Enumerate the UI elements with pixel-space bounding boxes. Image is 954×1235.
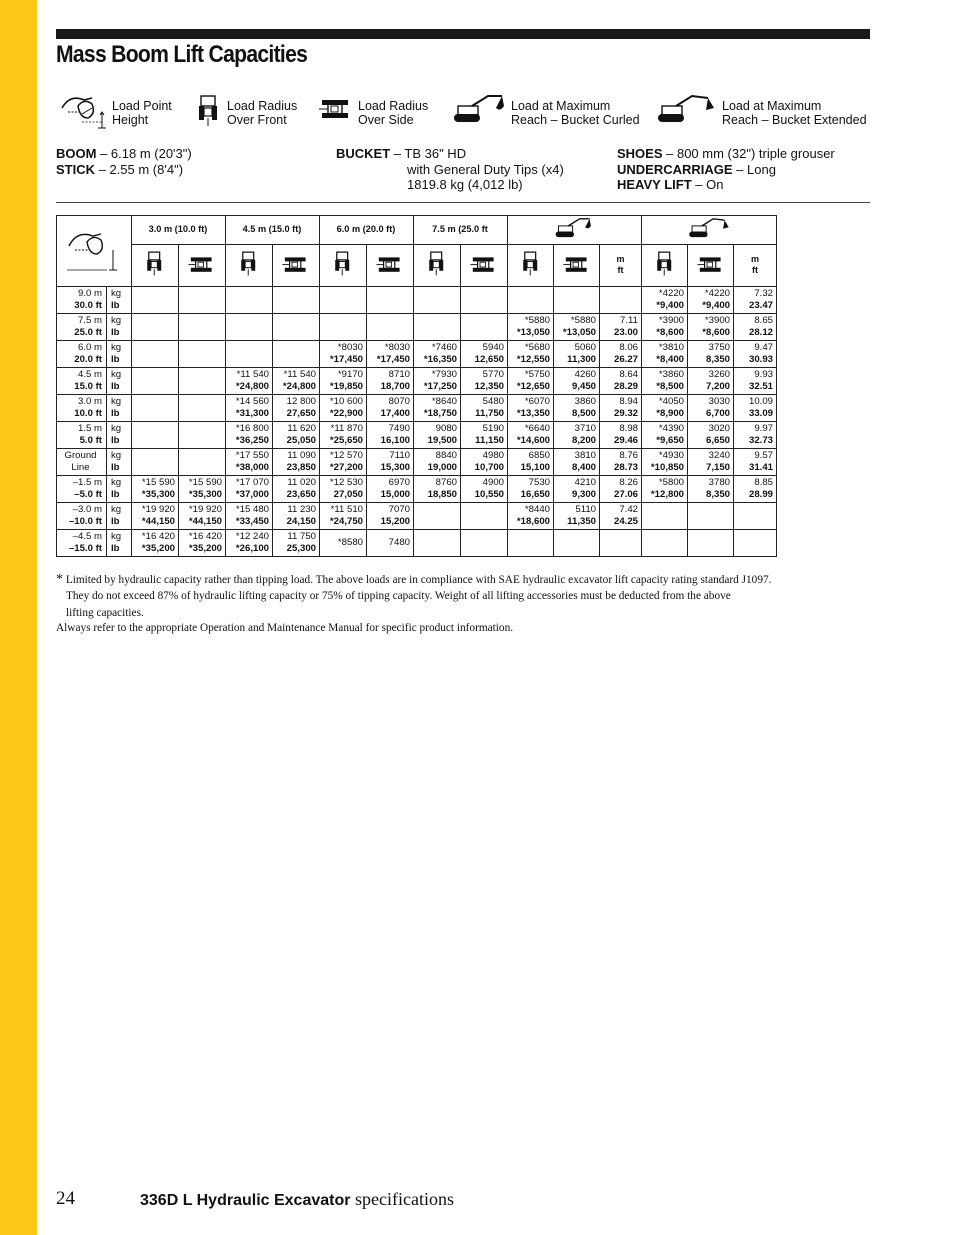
capacity-cell xyxy=(132,394,179,421)
max-reach-extended-header xyxy=(642,216,777,245)
capacity-cell: *15 590 *35,300 xyxy=(132,475,179,502)
capacity-cell: 7.42 24.25 xyxy=(600,502,642,529)
capacity-cell: 12 800 27,650 xyxy=(273,394,320,421)
capacity-cell xyxy=(273,286,320,313)
capacity-cell: 3860 8,500 xyxy=(554,394,600,421)
capacity-cell: *4390 *9,650 xyxy=(642,421,688,448)
capacity-cell: 11 020 23,650 xyxy=(273,475,320,502)
capacity-cell: *6640 *14,600 xyxy=(508,421,554,448)
capacity-cell: *5880 *13,050 xyxy=(508,313,554,340)
capacity-cell: 3710 8,200 xyxy=(554,421,600,448)
capacity-cell xyxy=(642,529,688,556)
row-unit-label: kg lb xyxy=(107,367,132,394)
capacity-cell: 3240 7,150 xyxy=(688,448,734,475)
capacity-cell: 5480 11,750 xyxy=(461,394,508,421)
capacity-cell xyxy=(179,448,226,475)
capacity-cell: 3810 8,400 xyxy=(554,448,600,475)
spec-boom-stick: BOOM – 6.18 m (20'3") STICK – 2.55 m (8'4") xyxy=(56,146,192,177)
capacity-cell: *15 480 *33,450 xyxy=(226,502,273,529)
capacity-cell xyxy=(179,394,226,421)
table-row xyxy=(57,448,777,475)
row-unit-label: kg lb xyxy=(107,502,132,529)
capacity-cell xyxy=(600,286,642,313)
capacity-cell xyxy=(461,502,508,529)
capacity-cell xyxy=(600,529,642,556)
capacity-cell: *3900 *8,600 xyxy=(688,313,734,340)
capacity-cell xyxy=(132,340,179,367)
legend-load-radius-side: Load Radius Over Side xyxy=(318,92,428,132)
table-row xyxy=(57,367,777,394)
legend-bucket-curled: Load at Maximum Reach – Bucket Curled xyxy=(452,92,640,132)
row-unit-label: kg lb xyxy=(107,286,132,313)
table-row xyxy=(57,286,777,313)
capacity-cell: 8.26 27.06 xyxy=(600,475,642,502)
capacity-cell: *6070 *13,350 xyxy=(508,394,554,421)
load-radius-front-icon xyxy=(642,244,688,286)
row-height-label: 6.0 m 20.0 ft xyxy=(57,340,107,367)
capacity-cell: 7490 16,100 xyxy=(367,421,414,448)
capacity-cell: *11 870 *25,650 xyxy=(320,421,367,448)
capacity-cell xyxy=(688,502,734,529)
legend-bucket-extended: Load at Maximum Reach – Bucket Extended xyxy=(656,92,867,132)
capacity-cell xyxy=(179,367,226,394)
bucket-curled-icon xyxy=(549,216,599,240)
capacity-cell: 3260 7,200 xyxy=(688,367,734,394)
max-reach-curled-header xyxy=(508,216,642,245)
capacity-cell: *3860 *8,500 xyxy=(642,367,688,394)
capacity-cell: *9170 *19,850 xyxy=(320,367,367,394)
capacity-cell: 8840 19,000 xyxy=(414,448,461,475)
legend-load-radius-front: Load Radius Over Front xyxy=(195,92,297,132)
row-unit-label: kg lb xyxy=(107,448,132,475)
capacity-cell: 8710 18,700 xyxy=(367,367,414,394)
capacity-cell xyxy=(226,313,273,340)
capacity-cell: *16 420 *35,200 xyxy=(132,529,179,556)
capacity-cell xyxy=(179,286,226,313)
capacity-cell xyxy=(179,313,226,340)
capacity-cell xyxy=(554,286,600,313)
bucket-extended-icon xyxy=(684,216,734,240)
capacity-cell: 5060 11,300 xyxy=(554,340,600,367)
capacity-cell: 8.94 29.32 xyxy=(600,394,642,421)
capacity-cell: *8440 *18,600 xyxy=(508,502,554,529)
capacity-cell: *11 510 *24,750 xyxy=(320,502,367,529)
load-radius-front-icon xyxy=(226,244,273,286)
load-radius-side-icon xyxy=(554,244,600,286)
capacity-cell: 8.85 28.99 xyxy=(734,475,777,502)
capacity-cell xyxy=(367,313,414,340)
load-radius-front-icon xyxy=(508,244,554,286)
load-radius-side-icon xyxy=(367,244,414,286)
row-unit-label: kg lb xyxy=(107,475,132,502)
capacity-cell xyxy=(461,313,508,340)
capacity-cell xyxy=(688,529,734,556)
capacity-cell: *12 570 *27,200 xyxy=(320,448,367,475)
table-row xyxy=(57,475,777,502)
row-unit-label: kg lb xyxy=(107,529,132,556)
capacity-cell xyxy=(414,502,461,529)
capacity-cell xyxy=(132,367,179,394)
table-row xyxy=(57,421,777,448)
capacity-cell: *11 540 *24,800 xyxy=(273,367,320,394)
capacity-cell: *8580 xyxy=(320,529,367,556)
capacity-cell xyxy=(226,340,273,367)
row-height-label: –4.5 m –15.0 ft xyxy=(57,529,107,556)
load-radius-front-icon xyxy=(132,244,179,286)
row-height-label: 7.5 m 25.0 ft xyxy=(57,313,107,340)
capacity-cell xyxy=(414,529,461,556)
capacity-cell: 4210 9,300 xyxy=(554,475,600,502)
capacity-cell: *19 920 *44,150 xyxy=(132,502,179,529)
row-height-label: 3.0 m 10.0 ft xyxy=(57,394,107,421)
capacity-cell: *5750 *12,650 xyxy=(508,367,554,394)
row-height-label: 1.5 m 5.0 ft xyxy=(57,421,107,448)
capacity-cell: 5940 12,650 xyxy=(461,340,508,367)
footnote-hydraulic: * Limited by hydraulic capacity rather than tipping load. The above loads are in compliance with SAE hydraulic excavator lift capacity rating standard J1097. They do not exceed 87% of hydraulic lifting capacity or 75% of tipping capacity. Weight of all lifting accessories must be deducted from the above lifting capacities. xyxy=(56,572,772,619)
spec-shoes-undercarriage: SHOES – 800 mm (32") triple grouser UNDERCARRIAGE – Long HEAVY LIFT – On xyxy=(617,146,835,192)
table-row xyxy=(57,340,777,367)
capacity-cell: *14 560 *31,300 xyxy=(226,394,273,421)
row-height-label: 9.0 m 30.0 ft xyxy=(57,286,107,313)
row-height-label: –1.5 m –5.0 ft xyxy=(57,475,107,502)
capacity-cell: 3780 8,350 xyxy=(688,475,734,502)
capacity-cell: *19 920 *44,150 xyxy=(179,502,226,529)
row-height-label: Ground Line xyxy=(57,448,107,475)
load-radius-front-icon xyxy=(195,92,223,128)
page-number: 24 xyxy=(56,1188,75,1209)
capacity-cell: *4220 *9,400 xyxy=(642,286,688,313)
capacity-cell: 9.97 32.73 xyxy=(734,421,777,448)
capacity-cell xyxy=(132,286,179,313)
capacity-cell: *5880 *13,050 xyxy=(554,313,600,340)
capacity-cell xyxy=(461,286,508,313)
capacity-cell: 8070 17,400 xyxy=(367,394,414,421)
bucket-curled-icon xyxy=(452,92,508,126)
capacity-cell: 9080 19,500 xyxy=(414,421,461,448)
capacity-cell: 7480 xyxy=(367,529,414,556)
capacity-cell: 9.93 32.51 xyxy=(734,367,777,394)
capacity-cell xyxy=(414,286,461,313)
load-radius-side-icon xyxy=(461,244,508,286)
footnote-manual: Always refer to the appropriate Operation and Maintenance Manual for specific product information. xyxy=(56,622,514,634)
capacity-cell: 8.98 29.46 xyxy=(600,421,642,448)
capacity-cell xyxy=(734,502,777,529)
capacity-cell: *17 550 *38,000 xyxy=(226,448,273,475)
capacity-cell: 6970 15,000 xyxy=(367,475,414,502)
capacity-cell: *12 240 *26,100 xyxy=(226,529,273,556)
capacity-cell: *11 540 *24,800 xyxy=(226,367,273,394)
capacity-cell xyxy=(642,502,688,529)
page-title: Mass Boom Lift Capacities xyxy=(56,41,308,68)
capacity-cell xyxy=(179,421,226,448)
load-radius-side-icon xyxy=(688,244,734,286)
capacity-cell xyxy=(414,313,461,340)
capacity-cell: 9.57 31.41 xyxy=(734,448,777,475)
footer-title: 336D L Hydraulic Excavator specifications xyxy=(140,1189,454,1209)
table-row xyxy=(57,502,777,529)
capacity-cell: 4900 10,550 xyxy=(461,475,508,502)
capacity-cell: *4050 *8,900 xyxy=(642,394,688,421)
capacity-cell: 9.47 30.93 xyxy=(734,340,777,367)
capacity-cell: 7110 15,300 xyxy=(367,448,414,475)
capacity-cell: 10.09 33.09 xyxy=(734,394,777,421)
row-unit-label: kg lb xyxy=(107,421,132,448)
capacity-cell: 5190 11,150 xyxy=(461,421,508,448)
legend-load-point-height: Load Point Height xyxy=(58,92,172,132)
capacity-cell: *16 800 *36,250 xyxy=(226,421,273,448)
load-radius-front-icon xyxy=(414,244,461,286)
capacity-cell xyxy=(320,313,367,340)
capacity-cell: 8760 18,850 xyxy=(414,475,461,502)
bucket-extended-icon xyxy=(656,92,716,126)
capacity-cell: 8.65 28.12 xyxy=(734,313,777,340)
yellow-side-bar xyxy=(0,0,37,1235)
capacity-cell: 11 620 25,050 xyxy=(273,421,320,448)
row-unit-label: kg lb xyxy=(107,394,132,421)
capacity-cell xyxy=(554,529,600,556)
capacity-cell xyxy=(132,448,179,475)
capacity-cell xyxy=(179,340,226,367)
capacity-cell xyxy=(320,286,367,313)
row-unit-label: kg lb xyxy=(107,340,132,367)
capacity-cell xyxy=(226,286,273,313)
capacity-cell: *16 420 *35,200 xyxy=(179,529,226,556)
capacity-cell: *17 070 *37,000 xyxy=(226,475,273,502)
load-point-height-icon xyxy=(63,224,125,274)
row-unit-label: kg lb xyxy=(107,313,132,340)
capacity-cell: 11 090 23,850 xyxy=(273,448,320,475)
load-radius-side-icon xyxy=(179,244,226,286)
capacity-cell: 3030 6,700 xyxy=(688,394,734,421)
capacity-cell: *4930 *10,850 xyxy=(642,448,688,475)
capacity-cell: *7930 *17,250 xyxy=(414,367,461,394)
capacity-cell: 8.64 28.29 xyxy=(600,367,642,394)
reach-unit-cell: m ft xyxy=(600,244,642,286)
capacity-cell xyxy=(132,421,179,448)
capacity-cell: *10 600 *22,900 xyxy=(320,394,367,421)
capacity-cell: *5800 *12,800 xyxy=(642,475,688,502)
capacity-cell: 7.32 23.47 xyxy=(734,286,777,313)
capacity-cell: 5110 11,350 xyxy=(554,502,600,529)
capacity-cell: 3750 8,350 xyxy=(688,340,734,367)
capacity-cell: 4980 10,700 xyxy=(461,448,508,475)
capacity-cell xyxy=(132,313,179,340)
load-point-height-icon xyxy=(58,92,112,132)
capacity-cell: *4220 *9,400 xyxy=(688,286,734,313)
capacity-cell: 6850 15,100 xyxy=(508,448,554,475)
capacity-cell: *8640 *18,750 xyxy=(414,394,461,421)
capacity-cell xyxy=(508,529,554,556)
capacity-cell: 3020 6,650 xyxy=(688,421,734,448)
capacity-cell: 8.76 28.73 xyxy=(600,448,642,475)
capacity-cell: *8030 *17,450 xyxy=(320,340,367,367)
spec-bucket: BUCKET – TB 36" HD with General Duty Tips (x4) 1819.8 kg (4,012 lb) xyxy=(336,146,564,192)
capacity-cell xyxy=(461,529,508,556)
capacity-cell: 11 750 25,300 xyxy=(273,529,320,556)
capacity-cell xyxy=(508,286,554,313)
capacity-cell: 8.06 26.27 xyxy=(600,340,642,367)
row-height-label: –3.0 m –10.0 ft xyxy=(57,502,107,529)
radius-header-7-5m: 7.5 m (25.0 ft xyxy=(414,216,508,245)
capacity-cell xyxy=(734,529,777,556)
capacity-cell: *7460 *16,350 xyxy=(414,340,461,367)
capacity-cell xyxy=(367,286,414,313)
capacity-cell xyxy=(273,313,320,340)
lift-capacity-table xyxy=(56,215,777,557)
table-row xyxy=(57,529,777,556)
capacity-cell: 7070 15,200 xyxy=(367,502,414,529)
radius-header-6m: 6.0 m (20.0 ft) xyxy=(320,216,414,245)
capacity-cell: *12 530 27,050 xyxy=(320,475,367,502)
radius-header-3m: 3.0 m (10.0 ft) xyxy=(132,216,226,245)
capacity-cell: *3810 *8,400 xyxy=(642,340,688,367)
capacity-cell: *5680 *12,550 xyxy=(508,340,554,367)
row-height-label: 4.5 m 15.0 ft xyxy=(57,367,107,394)
radius-header-4-5m: 4.5 m (15.0 ft) xyxy=(226,216,320,245)
capacity-cell: 7.11 23.00 xyxy=(600,313,642,340)
capacity-cell: *15 590 *35,300 xyxy=(179,475,226,502)
load-radius-front-icon xyxy=(320,244,367,286)
header-rule xyxy=(56,29,870,39)
capacity-cell: *3900 *8,600 xyxy=(642,313,688,340)
capacity-cell: 4260 9,450 xyxy=(554,367,600,394)
load-point-header-cell xyxy=(57,216,132,287)
load-radius-side-icon xyxy=(318,92,354,122)
spec-rule xyxy=(56,202,870,203)
load-radius-side-icon xyxy=(273,244,320,286)
extended-unit-cell: m ft xyxy=(734,244,777,286)
capacity-cell: *8030 *17,450 xyxy=(367,340,414,367)
capacity-cell: 5770 12,350 xyxy=(461,367,508,394)
capacity-cell xyxy=(273,340,320,367)
capacity-cell: 7530 16,650 xyxy=(508,475,554,502)
table-row xyxy=(57,313,777,340)
table-row xyxy=(57,394,777,421)
capacity-cell: 11 230 24,150 xyxy=(273,502,320,529)
